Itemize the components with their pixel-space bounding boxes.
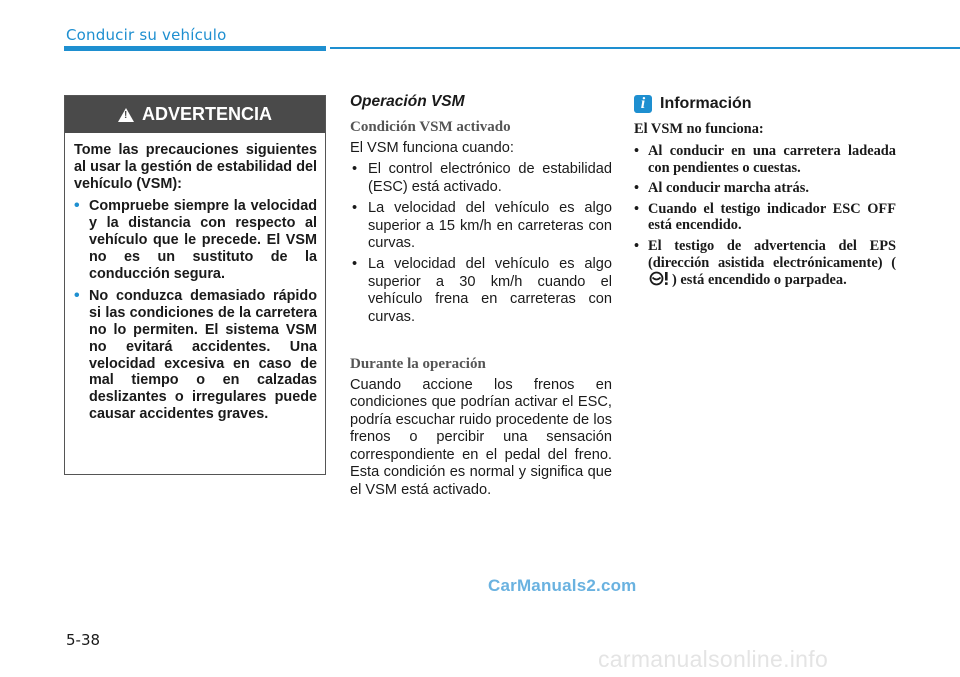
footer-watermark: carmanualsonline.info [598,646,829,672]
warning-title: ADVERTENCIA [141,104,272,124]
bullet-icon: • [352,256,358,273]
warning-box [64,95,326,475]
info-item: • Al conducir marcha atrás. [634,180,809,197]
header-rule-thin [330,47,960,49]
info-list [634,143,896,289]
info-item: • Al conducir en una carretera ladeada con pendientes o cuestas. [634,143,896,176]
warning-triangle-icon [118,108,134,122]
operation-column [350,93,612,503]
info-header [634,95,896,113]
warning-item: • Compruebe siempre la velocidad y la distancia con respecto al vehículo que le precede. El VSM no es un sustituto de la conducción segura. [74,197,317,282]
warning-body [65,133,325,423]
info-item: • El testigo de advertencia del EPS (dirección asistida electrónicamente) () está encendido o parpadea. [634,237,896,289]
header-rule-thick [64,46,326,51]
info-intro: El VSM no funciona: [634,121,764,137]
warning-item: • No conduzca demasiado rápido si las condiciones de la carretera no lo permiten. El sistema VSM no evitará accidentes. Una velocidad excesiva en caso de mal tiempo o en calzadas deslizantes o irregulares puede causar accidentes graves. [74,287,317,422]
bullet-icon: • [634,200,640,217]
info-column [634,95,896,293]
bullet-icon: • [634,143,640,159]
info-title: Información [660,95,752,112]
activated-item: • La velocidad del vehículo es algo superior a 15 km/h en carreteras con curvas. [352,200,612,252]
info-icon: i [634,95,652,113]
activated-subtitle: Condición VSM activado [350,119,511,135]
page-number: 5-38 [66,631,101,649]
section-header-title: Conducir su vehículo [66,26,227,44]
bullet-icon: • [352,161,358,178]
bullet-icon: • [634,237,640,254]
operation-title: Operación VSM [350,93,465,110]
warning-header [65,96,325,133]
bullet-icon: • [74,197,80,215]
activated-list [350,161,612,326]
info-item: • Cuando el testigo indicador ESC OFF está encendido. [634,200,896,234]
activated-item: • La velocidad del vehículo es algo superior a 30 km/h cuando el vehículo frena en carreteras con curvas. [352,256,612,325]
activated-intro: El VSM funciona cuando: [350,140,514,156]
during-subtitle: Durante la operación [350,356,486,373]
watermark-text: CarManuals2.com [488,576,637,595]
bullet-icon: • [74,287,80,305]
bullet-icon: • [352,200,358,217]
warning-intro: Tome las precauciones siguientes al usar la gestión de estabilidad del vehículo (VSM): [74,142,317,192]
during-text: Cuando accione los frenos en condiciones que podrían activar el ESC, podría escuchar ruido procedente de los frenos o percibir una sensación correspondiente en el pedal del freno. Esta condición es normal y significa que el VSM está activado. [350,377,612,498]
warning-list [74,198,317,422]
bullet-icon: • [634,180,640,197]
activated-item: • El control electrónico de estabilidad (ESC) está activado. [352,161,612,195]
eps-warning-icon [649,271,671,286]
